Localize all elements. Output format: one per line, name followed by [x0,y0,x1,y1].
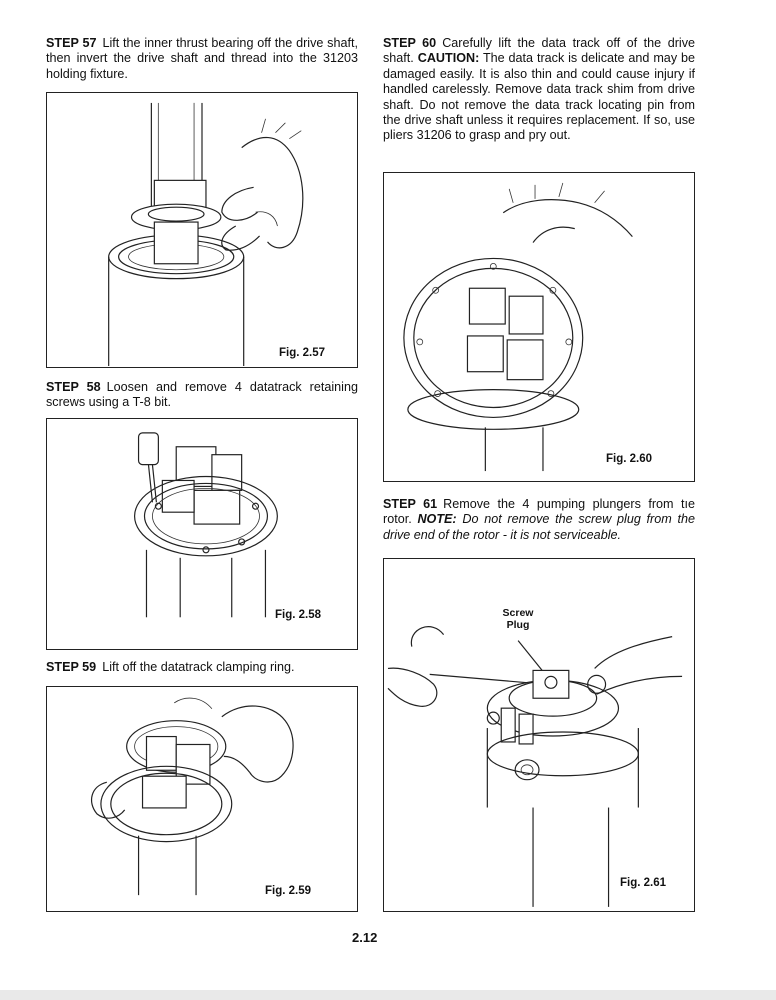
figure-2-60-illustration [384,173,694,481]
figure-2-60-label: Fig. 2.60 [606,453,653,465]
note-label: NOTE: [417,512,457,527]
step-59-number: STEP 59 [46,660,97,674]
step-61-note: Do not remove the screw plug from the drive end of the rotor - it is not serviceable. [383,512,695,542]
step-61-text-pre: Remove the 4 pumping plungers from tıe rotor. [383,497,695,527]
step-58-number: STEP 58 [46,380,101,394]
screw-plug-callout-line1: Screw [502,607,534,619]
figure-2-57-label: Fig. 2.57 [279,347,326,359]
step-57-text: Lift the inner thrust bearing off the drive shaft, then invert the drive shaft and thread into the 31203 holding fixture. [46,36,358,81]
figure-2-58-label: Fig. 2.58 [275,609,322,621]
figure-2-57 [46,92,358,368]
figure-2-59-label: Fig. 2.59 [265,885,312,897]
step-60-number: STEP 60 [383,36,437,50]
step-58-text: Loosen and remove 4 datatrack retaining screws using a T-8 bit. [46,380,358,410]
figure-2-57-illustration [47,93,357,367]
figure-2-60 [383,172,695,482]
step-59-text: Lift off the datatrack clamping ring. [102,660,295,674]
step-60 [383,36,695,144]
step-57-number: STEP 57 [46,36,97,50]
step-58 [46,380,358,411]
figure-2-61-label: Fig. 2.61 [620,877,667,889]
page-number: 2.12 [352,930,378,945]
caution-label: CAUTION: [417,51,480,66]
figure-2-58 [46,418,358,650]
figure-2-59 [46,686,358,912]
step-59 [46,660,358,675]
viewer-bottom-strip [0,990,776,1000]
step-57 [46,36,358,82]
step-60-text-post: The data track is delicate and may be damaged easily. It is also thin and could cause injury if handled carelessly. Remove data track shim from drive shaft. Do not remove the data track locating pin from the drive shaft unless it requires replacement. If so, use pliers 31206 to grasp and pry out. [383,51,696,143]
step-61 [383,497,695,543]
figure-2-59-illustration [47,687,357,911]
step-60-text-pre: Carefully lift the data track off of the drive shaft. [383,36,695,66]
screw-plug-callout-line2: Plug [506,619,530,631]
screw-plug-callout [488,607,548,631]
step-61-number: STEP 61 [383,497,438,511]
figure-2-61 [383,558,695,912]
